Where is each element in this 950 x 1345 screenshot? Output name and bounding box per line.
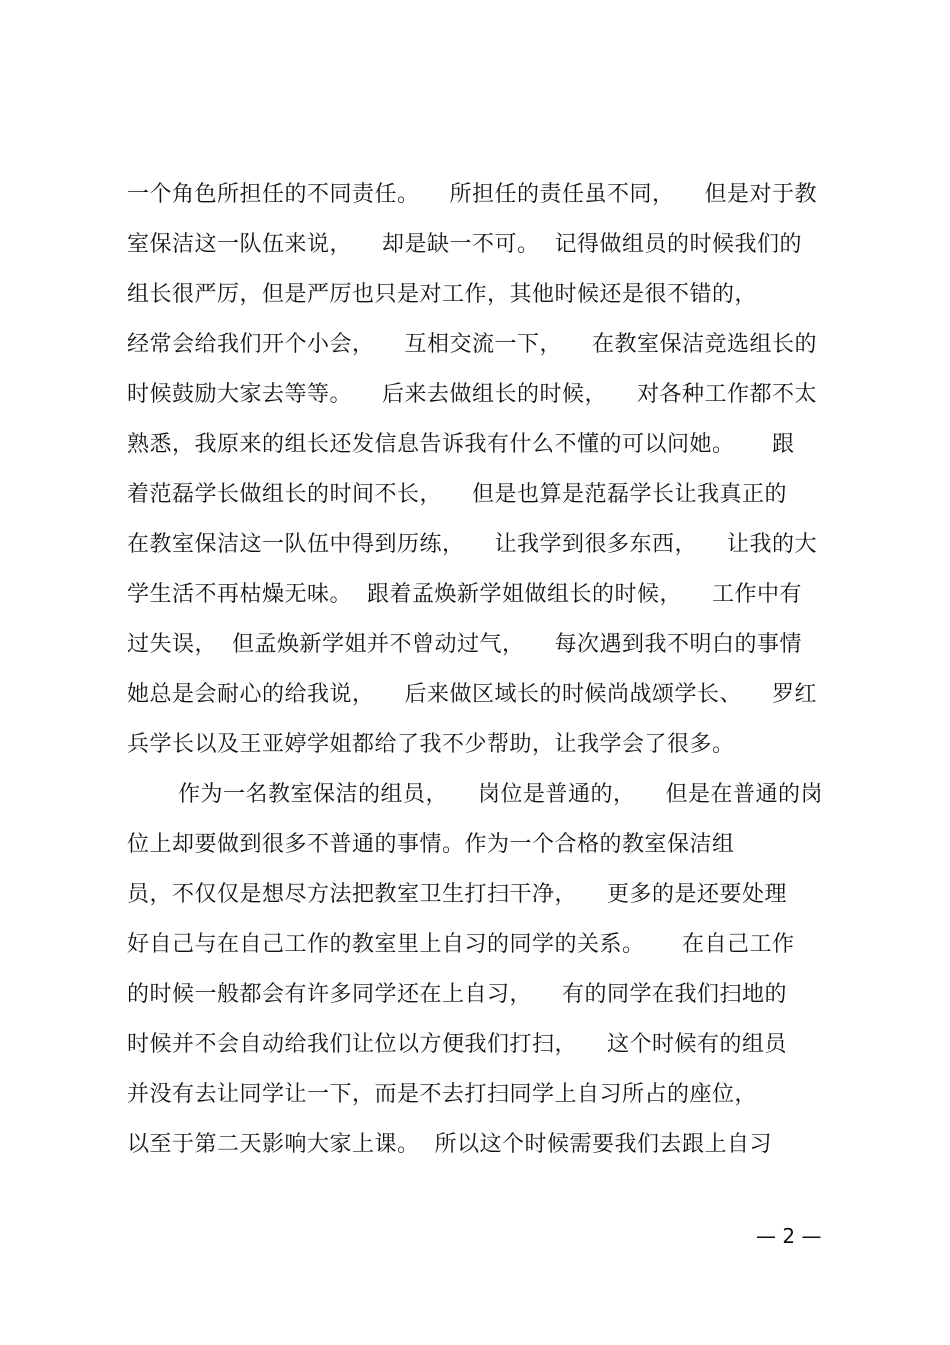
text-line-1: 一个角色所担任的不同责任。 所担任的责任虽不同， 但是对于教 bbox=[127, 182, 817, 207]
text-line-7: 着范磊学长做组长的时间不长， 但是也算是范磊学长让我真正的 bbox=[127, 482, 787, 507]
text-line-15: 员，不仅仅是想尽方法把教室卫生打扫干净， 更多的是还要处理 bbox=[127, 882, 787, 907]
text-line-14: 位上却要做到很多不普通的事情。作为一个合格的教室保洁组 bbox=[127, 832, 735, 857]
text-line-3: 组长很严厉，但是严厉也只是对工作，其他时候还是很不错的， bbox=[127, 282, 758, 307]
text-line-12: 兵学长以及王亚婷学姐都给了我不少帮助，让我学会了很多。 bbox=[127, 732, 735, 757]
text-line-5: 时候鼓励大家去等等。 后来去做组长的时候， 对各种工作都不太 bbox=[127, 382, 817, 407]
text-line-2: 室保洁这一队伍来说， 却是缺一不可。 记得做组员的时候我们的 bbox=[127, 232, 802, 257]
text-line-13: 作为一名教室保洁的组员， 岗位是普通的， 但是在普通的岗 bbox=[178, 782, 823, 807]
text-line-19: 并没有去让同学让一下，而是不去打扫同学上自习所占的座位， bbox=[127, 1082, 758, 1107]
text-line-20: 以至于第二天影响大家上课。 所以这个时候需要我们去跟上自习 bbox=[127, 1132, 772, 1157]
text-line-17: 的时候一般都会有许多同学还在上自习， 有的同学在我们扫地的 bbox=[127, 982, 787, 1007]
text-line-9: 学生活不再枯燥无味。 跟着孟焕新学姐做组长的时候， 工作中有 bbox=[127, 582, 802, 607]
text-line-4: 经常会给我们开个小会， 互相交流一下， 在教室保洁竞选组长的 bbox=[127, 332, 817, 357]
text-line-6: 熟悉，我原来的组长还发信息告诉我有什么不懂的可以问她。 跟 bbox=[127, 432, 795, 457]
text-line-10: 过失误， 但孟焕新学姐并不曾动过气， 每次遇到我不明白的事情 bbox=[127, 632, 802, 657]
page-number: — 2 — bbox=[756, 1224, 822, 1248]
text-line-11: 她总是会耐心的给我说， 后来做区域长的时候尚战颂学长、 罗红 bbox=[127, 682, 817, 707]
text-line-16: 好自己与在自己工作的教室里上自习的同学的关系。 在自己工作 bbox=[127, 932, 795, 957]
text-line-8: 在教室保洁这一队伍中得到历练， 让我学到很多东西， 让我的大 bbox=[127, 532, 817, 557]
text-line-18: 时候并不会自动给我们让位以方便我们打扫， 这个时候有的组员 bbox=[127, 1032, 787, 1057]
